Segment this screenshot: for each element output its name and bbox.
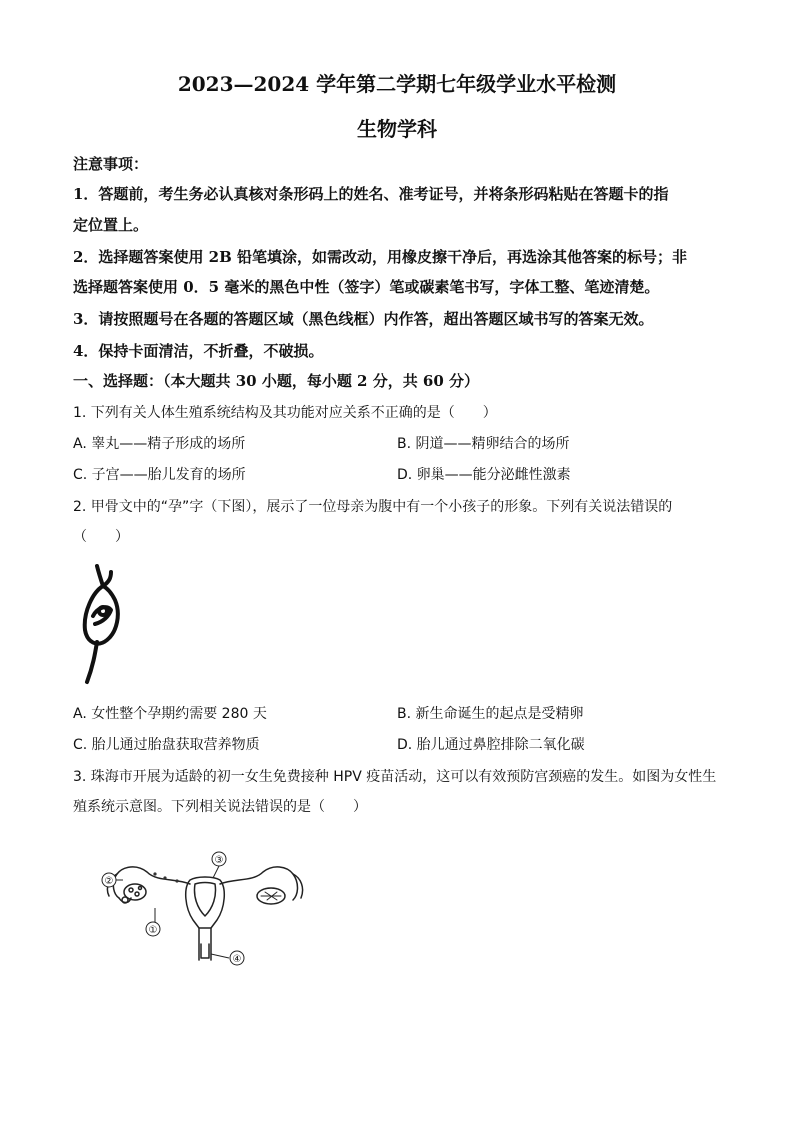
question-2-stem-line-2: （ ） [73, 529, 129, 545]
question-2-option-b: B. 新生命诞生的起点是受精卵 [397, 706, 584, 722]
notice-item-2-line-1: 2．选择题答案使用 2B 铅笔填涂，如需改动，用橡皮擦干净后，再选涂其他答案的标号；非 [73, 248, 688, 266]
notice-item-2-line-2: 选择题答案使用 0．5 毫米的黑色中性（签字）笔或碳素笔书写，字体工整、笔迹清楚。 [73, 278, 660, 296]
notice-heading: 注意事项： [73, 155, 149, 173]
exam-title: 2023—2024 学年第二学期七年级学业水平检测 [177, 72, 617, 96]
subject-title: 生物学科 [357, 117, 437, 141]
diagram-label-4: ④ [232, 954, 242, 965]
notice-item-1-line-2: 定位置上。 [73, 216, 149, 234]
diagram-label-3: ③ [214, 855, 224, 866]
question-1-option-a: A. 睾丸——精子形成的场所 [73, 436, 246, 452]
question-2-option-a: A. 女性整个孕期约需要 280 天 [73, 706, 267, 722]
question-1-stem: 1. 下列有关人体生殖系统结构及其功能对应关系不正确的是（ ） [73, 405, 497, 421]
notice-item-3: 3．请按照题号在各题的答题区域（黑色线框）内作答，超出答题区域书写的答案无效。 [73, 310, 654, 328]
diagram-label-2: ② [104, 876, 114, 887]
question-2-option-c: C. 胎儿通过胎盘获取营养物质 [73, 737, 260, 753]
female-reproductive-system-diagram [95, 848, 320, 973]
notice-item-1-line-1: 1．答题前，考生务必认真核对条形码上的姓名、准考证号，并将条形码粘贴在答题卡的指 [73, 185, 669, 203]
section-heading: 一、选择题：（本大题共 30 小题，每小题 2 分，共 60 分） [73, 372, 480, 390]
question-1-option-b: B. 阴道——精卵结合的场所 [397, 436, 570, 452]
question-1-option-d: D. 卵巢——能分泌雌性激素 [397, 467, 571, 483]
question-2-option-d: D. 胎儿通过鼻腔排除二氧化碳 [397, 737, 585, 753]
question-3-stem-line-1: 3. 珠海市开展为适龄的初一女生免费接种 HPV 疫苗活动，这可以有效预防宫颈癌的发生。如图为女性生 [73, 769, 717, 785]
notice-item-4: 4．保持卡面清洁，不折叠，不破损。 [73, 342, 324, 360]
question-1-option-c: C. 子宫——胎儿发育的场所 [73, 467, 246, 483]
question-3-stem-line-2: 殖系统示意图。下列相关说法错误的是（ ） [73, 799, 367, 815]
question-2-stem-line-1: 2. 甲骨文中的“孕”字（下图），展示了一位母亲为腹中有一个小孩子的形象。下列有关说法错误的 [73, 499, 673, 515]
oracle-bone-pregnancy-glyph [75, 562, 135, 686]
diagram-label-1: ① [148, 925, 158, 936]
